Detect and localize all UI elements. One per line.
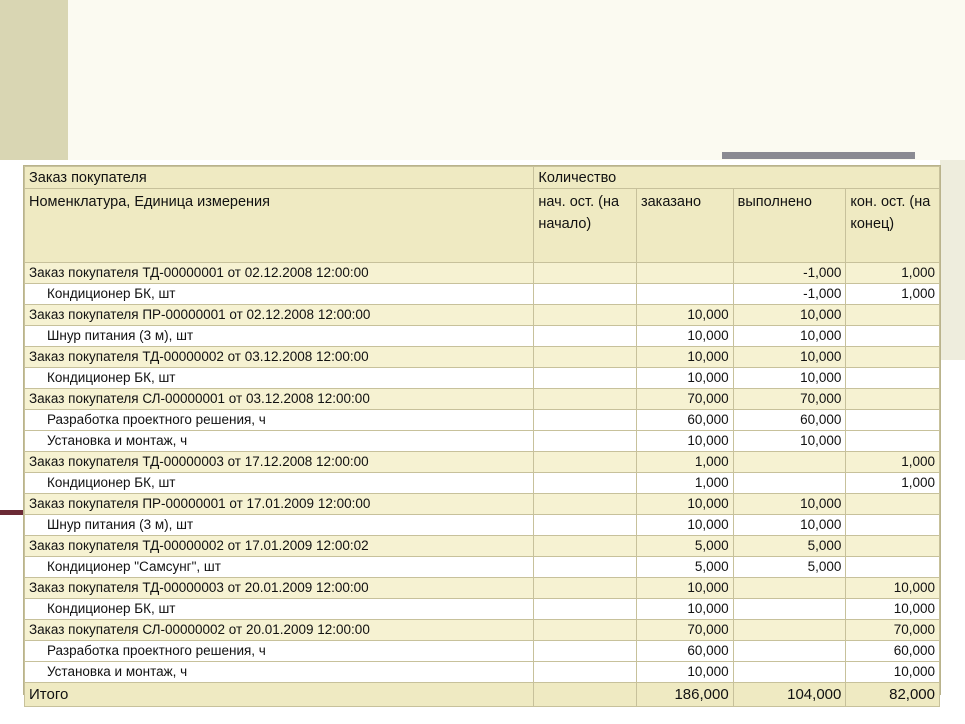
start-balance-cell bbox=[534, 389, 637, 410]
done-cell bbox=[733, 620, 846, 641]
end-balance-cell bbox=[846, 389, 940, 410]
start-balance-cell bbox=[534, 368, 637, 389]
ordered-cell: 60,000 bbox=[636, 410, 733, 431]
item-row[interactable] bbox=[25, 599, 940, 620]
order-name-cell: Заказ покупателя ТД-00000002 от 03.12.2008 12:00:00 bbox=[25, 347, 534, 368]
ordered-cell: 5,000 bbox=[636, 536, 733, 557]
start-balance-cell bbox=[534, 494, 637, 515]
order-row[interactable] bbox=[25, 347, 940, 368]
done-cell: 10,000 bbox=[733, 347, 846, 368]
item-name-cell: Кондиционер "Самсунг", шт bbox=[25, 557, 534, 578]
end-balance-cell bbox=[846, 536, 940, 557]
item-name-cell: Кондиционер БК, шт bbox=[25, 599, 534, 620]
order-row[interactable] bbox=[25, 263, 940, 284]
total-ordered-cell: 186,000 bbox=[636, 683, 733, 707]
item-name-cell: Разработка проектного решения, ч bbox=[25, 641, 534, 662]
item-row[interactable] bbox=[25, 410, 940, 431]
done-cell: -1,000 bbox=[733, 263, 846, 284]
start-balance-cell bbox=[534, 662, 637, 683]
decor-side-panel bbox=[940, 160, 965, 360]
end-balance-cell: 10,000 bbox=[846, 578, 940, 599]
ordered-cell: 10,000 bbox=[636, 599, 733, 620]
order-name-cell: Заказ покупателя ТД-00000002 от 17.01.2009 12:00:02 bbox=[25, 536, 534, 557]
done-cell: 10,000 bbox=[733, 494, 846, 515]
done-cell bbox=[733, 599, 846, 620]
order-name-cell: Заказ покупателя ТД-00000003 от 17.12.2008 12:00:00 bbox=[25, 452, 534, 473]
done-cell bbox=[733, 452, 846, 473]
start-balance-cell bbox=[534, 536, 637, 557]
ordered-cell: 70,000 bbox=[636, 389, 733, 410]
orders-report bbox=[23, 165, 941, 703]
done-cell: 70,000 bbox=[733, 389, 846, 410]
end-balance-cell: 60,000 bbox=[846, 641, 940, 662]
decor-accent-bar bbox=[722, 152, 915, 159]
order-row[interactable] bbox=[25, 578, 940, 599]
end-balance-cell bbox=[846, 347, 940, 368]
decor-accent-line bbox=[0, 510, 24, 515]
total-row bbox=[25, 683, 940, 707]
order-row[interactable] bbox=[25, 305, 940, 326]
item-row[interactable] bbox=[25, 473, 940, 494]
item-name-cell: Кондиционер БК, шт bbox=[25, 284, 534, 305]
start-balance-cell bbox=[534, 452, 637, 473]
order-name-cell: Заказ покупателя СЛ-00000001 от 03.12.2008 12:00:00 bbox=[25, 389, 534, 410]
start-balance-cell bbox=[534, 620, 637, 641]
order-name-cell: Заказ покупателя ПР-00000001 от 17.01.2009 12:00:00 bbox=[25, 494, 534, 515]
done-cell bbox=[733, 473, 846, 494]
ordered-cell: 10,000 bbox=[636, 431, 733, 452]
item-row[interactable] bbox=[25, 662, 940, 683]
ordered-cell bbox=[636, 263, 733, 284]
start-balance-cell bbox=[534, 284, 637, 305]
header-quantity: Количество bbox=[534, 167, 940, 189]
ordered-cell: 1,000 bbox=[636, 473, 733, 494]
item-row[interactable] bbox=[25, 326, 940, 347]
order-name-cell: Заказ покупателя ТД-00000001 от 02.12.2008 12:00:00 bbox=[25, 263, 534, 284]
end-balance-cell: 10,000 bbox=[846, 599, 940, 620]
ordered-cell: 10,000 bbox=[636, 305, 733, 326]
ordered-cell bbox=[636, 284, 733, 305]
ordered-cell: 10,000 bbox=[636, 662, 733, 683]
done-cell: 10,000 bbox=[733, 326, 846, 347]
done-cell: 10,000 bbox=[733, 368, 846, 389]
done-cell bbox=[733, 641, 846, 662]
item-name-cell: Шнур питания (3 м), шт bbox=[25, 515, 534, 536]
start-balance-cell bbox=[534, 641, 637, 662]
item-name-cell: Кондиционер БК, шт bbox=[25, 368, 534, 389]
end-balance-cell: 1,000 bbox=[846, 263, 940, 284]
start-balance-cell bbox=[534, 326, 637, 347]
item-row[interactable] bbox=[25, 515, 940, 536]
end-balance-cell bbox=[846, 557, 940, 578]
ordered-cell: 10,000 bbox=[636, 578, 733, 599]
end-balance-cell bbox=[846, 494, 940, 515]
header-row-2 bbox=[25, 189, 940, 263]
end-balance-cell bbox=[846, 326, 940, 347]
order-name-cell: Заказ покупателя ТД-00000003 от 20.01.2009 12:00:00 bbox=[25, 578, 534, 599]
ordered-cell: 70,000 bbox=[636, 620, 733, 641]
item-name-cell: Установка и монтаж, ч bbox=[25, 431, 534, 452]
end-balance-cell bbox=[846, 305, 940, 326]
ordered-cell: 10,000 bbox=[636, 326, 733, 347]
item-row[interactable] bbox=[25, 284, 940, 305]
total-done-cell: 104,000 bbox=[733, 683, 846, 707]
start-balance-cell bbox=[534, 347, 637, 368]
end-balance-cell bbox=[846, 431, 940, 452]
report-table bbox=[24, 166, 940, 707]
order-row[interactable] bbox=[25, 389, 940, 410]
end-balance-cell bbox=[846, 410, 940, 431]
end-balance-cell: 1,000 bbox=[846, 452, 940, 473]
start-balance-cell bbox=[534, 515, 637, 536]
item-name-cell: Разработка проектного решения, ч bbox=[25, 410, 534, 431]
done-cell: 5,000 bbox=[733, 557, 846, 578]
ordered-cell: 10,000 bbox=[636, 515, 733, 536]
order-row[interactable] bbox=[25, 620, 940, 641]
header-start-balance: нач. ост. (на начало) bbox=[534, 189, 637, 263]
item-row[interactable] bbox=[25, 557, 940, 578]
done-cell: 60,000 bbox=[733, 410, 846, 431]
end-balance-cell: 10,000 bbox=[846, 662, 940, 683]
done-cell bbox=[733, 578, 846, 599]
start-balance-cell bbox=[534, 410, 637, 431]
start-balance-cell bbox=[534, 557, 637, 578]
item-name-cell: Кондиционер БК, шт bbox=[25, 473, 534, 494]
order-row[interactable] bbox=[25, 452, 940, 473]
start-balance-cell bbox=[534, 599, 637, 620]
decor-strip bbox=[68, 0, 965, 160]
start-balance-cell bbox=[534, 263, 637, 284]
total-start-balance-cell bbox=[534, 683, 637, 707]
done-cell: 10,000 bbox=[733, 431, 846, 452]
header-order: Заказ покупателя bbox=[25, 167, 534, 189]
total-label: Итого bbox=[25, 683, 534, 707]
ordered-cell: 10,000 bbox=[636, 494, 733, 515]
end-balance-cell: 70,000 bbox=[846, 620, 940, 641]
order-name-cell: Заказ покупателя СЛ-00000002 от 20.01.2009 12:00:00 bbox=[25, 620, 534, 641]
header-end-balance: кон. ост. (на конец) bbox=[846, 189, 940, 263]
ordered-cell: 10,000 bbox=[636, 368, 733, 389]
end-balance-cell bbox=[846, 515, 940, 536]
start-balance-cell bbox=[534, 578, 637, 599]
done-cell bbox=[733, 662, 846, 683]
end-balance-cell: 1,000 bbox=[846, 284, 940, 305]
start-balance-cell bbox=[534, 305, 637, 326]
item-row[interactable] bbox=[25, 641, 940, 662]
ordered-cell: 60,000 bbox=[636, 641, 733, 662]
decor-block bbox=[0, 0, 68, 160]
header-done: выполнено bbox=[733, 189, 846, 263]
order-row[interactable] bbox=[25, 494, 940, 515]
done-cell: 10,000 bbox=[733, 515, 846, 536]
item-row[interactable] bbox=[25, 368, 940, 389]
done-cell: -1,000 bbox=[733, 284, 846, 305]
item-row[interactable] bbox=[25, 431, 940, 452]
ordered-cell: 1,000 bbox=[636, 452, 733, 473]
header-nomenclature: Номенклатура, Единица измерения bbox=[25, 189, 534, 263]
start-balance-cell bbox=[534, 431, 637, 452]
total-end-balance-cell: 82,000 bbox=[846, 683, 940, 707]
item-name-cell: Шнур питания (3 м), шт bbox=[25, 326, 534, 347]
item-name-cell: Установка и монтаж, ч bbox=[25, 662, 534, 683]
done-cell: 5,000 bbox=[733, 536, 846, 557]
end-balance-cell: 1,000 bbox=[846, 473, 940, 494]
ordered-cell: 5,000 bbox=[636, 557, 733, 578]
ordered-cell: 10,000 bbox=[636, 347, 733, 368]
header-row-1 bbox=[25, 167, 940, 189]
end-balance-cell bbox=[846, 368, 940, 389]
header-ordered: заказано bbox=[636, 189, 733, 263]
order-name-cell: Заказ покупателя ПР-00000001 от 02.12.2008 12:00:00 bbox=[25, 305, 534, 326]
start-balance-cell bbox=[534, 473, 637, 494]
order-row[interactable] bbox=[25, 536, 940, 557]
done-cell: 10,000 bbox=[733, 305, 846, 326]
